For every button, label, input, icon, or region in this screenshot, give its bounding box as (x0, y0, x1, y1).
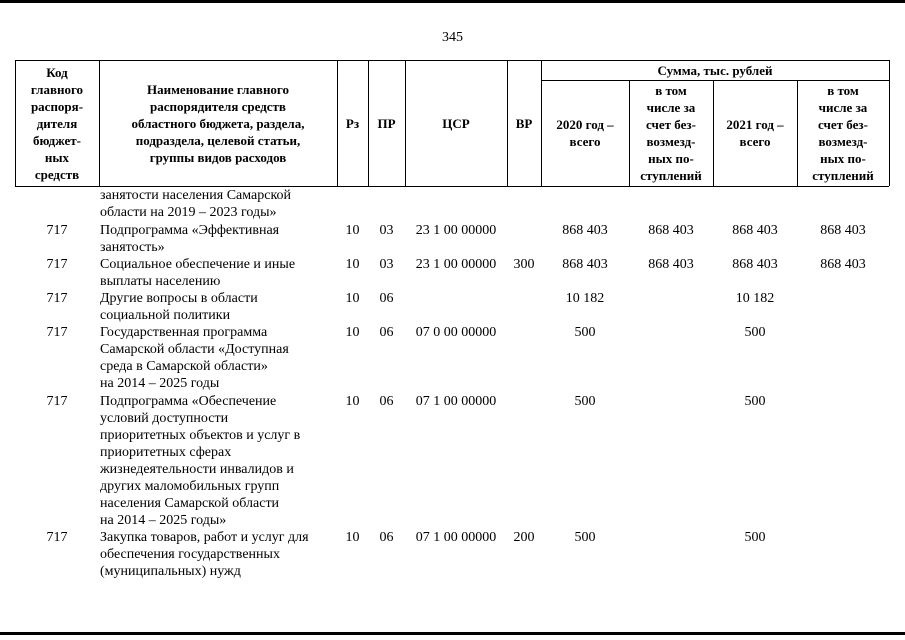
header-sum: Сумма, тыс. рублей (657, 62, 773, 78)
row-rz-cell: 10 (345, 325, 360, 340)
row-code-cell: 717 (46, 530, 68, 545)
row-rz-cell: 10 (345, 291, 360, 306)
row-pr-cell: 03 (379, 223, 394, 238)
row-name-cell: Подпрограмма «Обеспечение условий доступности приоритетных объектов и услуг в приоритетных сферах жизнедеятельности инвалидов и других маломобильных групп населения Самарской области на 2014 – 2025 годы» (100, 394, 301, 528)
row-csr-cell: 07 0 00 00000 (415, 325, 497, 340)
row-csr-cell: 23 1 00 00000 (415, 257, 497, 272)
header-name: Наименование главного распорядителя средств областного бюджета, раздела, подраздела, целевой статьи, группы видов расходов (131, 81, 305, 165)
row-rz-cell: 10 (345, 530, 360, 545)
row-csr-cell: 07 1 00 00000 (415, 530, 497, 545)
row-2020-total-cell: 868 403 (562, 223, 608, 238)
row-code-cell: 717 (46, 223, 68, 238)
row-2021-grants-cell: 868 403 (820, 257, 866, 272)
row-2021-total-cell: 10 182 (735, 291, 775, 306)
row-pr-cell: 06 (379, 291, 394, 306)
row-rz-cell: 10 (345, 394, 360, 409)
row-rz-cell: 10 (345, 257, 360, 272)
row-csr-cell: 23 1 00 00000 (415, 223, 497, 238)
row-code-cell: 717 (46, 257, 68, 272)
row-2020-total-cell: 500 (574, 325, 596, 340)
row-pr-cell: 06 (379, 394, 394, 409)
row-rz-cell: 10 (345, 223, 360, 238)
header-2021-total: 2021 год – всего (726, 117, 784, 149)
row-name-cell: Социальное обеспечение и иные выплаты населению (100, 257, 296, 289)
row-2020-grants-cell: 868 403 (648, 257, 694, 272)
row-code-cell: 717 (46, 291, 68, 306)
row-2020-total-cell: 10 182 (565, 291, 605, 306)
row-2021-grants-cell: 868 403 (820, 223, 866, 238)
row-2020-grants-cell: 868 403 (648, 223, 694, 238)
row-code-cell: 717 (46, 325, 68, 340)
header-2020-total: 2020 год – всего (556, 117, 614, 149)
row-name-cell: Государственная программа Самарской области «Доступная среда в Самарской области» на 2014 – 2025 годы (100, 325, 289, 391)
top-border-line (0, 0, 905, 3)
row-code-cell: 717 (46, 394, 68, 409)
row-name-cell: Другие вопросы в области социальной политики (100, 291, 258, 323)
row-vr-cell: 200 (513, 530, 535, 545)
header-pr: ПР (377, 115, 396, 131)
grid-col-line (889, 60, 890, 186)
header-code: Код главного распоря- дителя бюджет- ных средств (30, 64, 84, 182)
page-number: 345 (442, 30, 463, 45)
row-2020-total-cell: 500 (574, 530, 596, 545)
row-2021-total-cell: 500 (744, 325, 766, 340)
row-name-cell: Закупка товаров, работ и услуг для обеспечения государственных (муниципальных) нужд (100, 530, 309, 579)
row-name-cell: занятости населения Самарской области на 2019 – 2023 годы» (100, 188, 292, 220)
row-pr-cell: 06 (379, 325, 394, 340)
header-csr: ЦСР (442, 115, 470, 131)
row-vr-cell: 300 (513, 257, 535, 272)
row-2021-total-cell: 868 403 (732, 223, 778, 238)
row-2021-total-cell: 500 (744, 394, 766, 409)
header-vr: ВР (515, 115, 533, 131)
row-2020-total-cell: 500 (574, 394, 596, 409)
row-csr-cell: 07 1 00 00000 (415, 394, 497, 409)
bottom-border-line (0, 632, 905, 635)
row-name-cell: Подпрограмма «Эффективная занятость» (100, 223, 280, 255)
row-2021-total-cell: 868 403 (732, 257, 778, 272)
header-rz: Рз (345, 115, 360, 131)
row-pr-cell: 06 (379, 530, 394, 545)
row-2021-total-cell: 500 (744, 530, 766, 545)
header-2020-grants: в том числе за счет без- возмезд- ных по- ступлений (640, 83, 702, 183)
row-pr-cell: 03 (379, 257, 394, 272)
header-2021-grants: в том числе за счет без- возмезд- ных по- ступлений (812, 83, 874, 183)
row-2020-total-cell: 868 403 (562, 257, 608, 272)
